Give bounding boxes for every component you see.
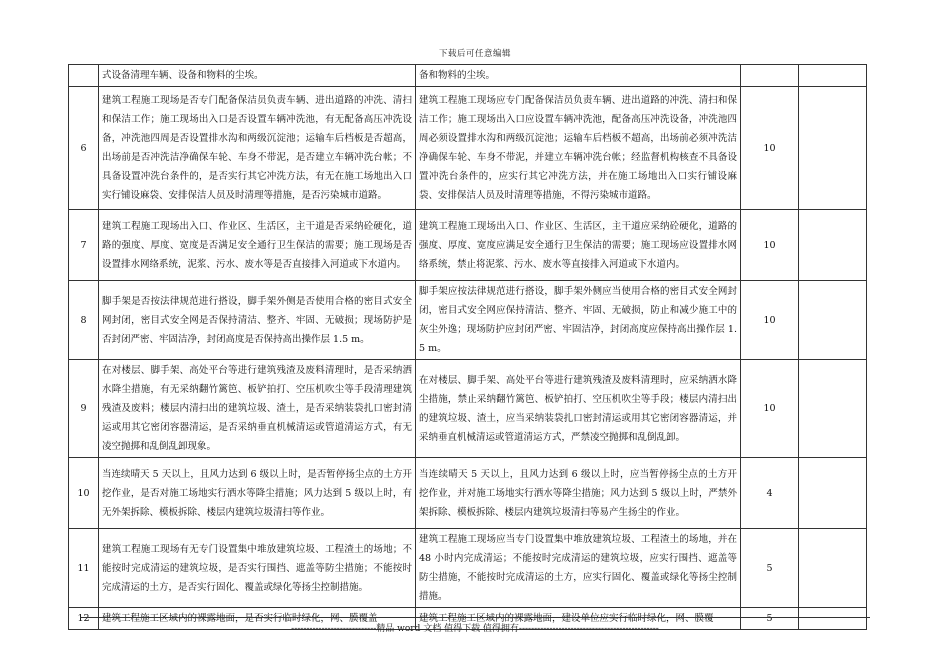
header-note: 下载后可任意编辑 [438, 49, 511, 59]
check-content: 当连续晴天 5 天以上，且风力达到 6 级以上时，是否暂停扬尘点的土方开挖作业，是否对施工场地实行洒水等降尘措施；风力达到 5 级以上时，有无外架拆除、模板拆除、楼层内建筑垃圾清扫等作业。 [99, 458, 416, 529]
check-content: 建筑工程施工现场有无专门设置集中堆放建筑垃圾、工程渣土的场地；不能按时完成清运的建筑垃圾，是否实行围挡、遮盖等防尘措施；不能按时完成清运的土方，是否实行固化、覆盖或绿化等扬尘控制措施。 [99, 529, 416, 608]
deduction-cell [799, 529, 867, 608]
requirement-content: 备和物料的尘埃。 [416, 65, 741, 87]
row-number: 12 [69, 608, 99, 630]
check-content: 建筑工程施工现场出入口、作业区、生活区，主干道是否采纳砼硬化，道路的强度、厚度、宽度是否满足安全通行卫生保洁的需要；施工现场是否设置排水网络系统，泥浆、污水、废水等是否直接排入河道或下水道内。 [99, 210, 416, 281]
requirement-content: 在对楼层、脚手架、高处平台等进行建筑残渣及废料清理时，应采纳洒水降尘措施，禁止采纳翻竹篱笆、板铲拍打、空压机吹尘等手段；楼层内清扫出的建筑垃圾、渣土，应当采纳装袋扎口密封清运或用其它密闭容器清运，并采纳垂直机械清运或管道清运方式，严禁凌空抛掷和乱倒乱卸。 [416, 360, 741, 458]
score-cell: 5 [741, 608, 799, 630]
deduction-cell [799, 458, 867, 529]
row-number: 7 [69, 210, 99, 281]
score-cell: 10 [741, 360, 799, 458]
table-row [69, 210, 867, 281]
requirement-content: 建筑工程施工现场应专门配备保洁员负责车辆、进出道路的冲洗、清扫和保洁工作；施工现场出入口应设置车辆冲洗池，配备高压冲洗设备，冲洗池四周必须设置排水沟和两级沉淀池；运输车后档板不超高，出场前必须冲洗洁净确保车轮、车身不带泥，并建立车辆冲洗台帐；经监督机构核查不具备设置冲洗台条件的，应实行其它冲洗方法，并在施工场地出入口实行铺设麻袋、安排保洁人员及时清理等措施，不得污染城市道路。 [416, 87, 741, 210]
requirement-content: 建筑工程施工区域内的裸露地面，建设单位应实行临时绿化，网、膜覆 [416, 608, 741, 630]
check-content: 脚手架是否按法律规范进行搭设，脚手架外侧是否使用合格的密目式安全网封闭，密目式安全网是否保持清洁、整齐、牢固、无破损；现场防护是否封闭严密、牢固洁净，封闭高度是否保持高出操作层 1.5 m。 [99, 281, 416, 360]
table-row [69, 360, 867, 458]
table-row [69, 529, 867, 608]
requirement-content: 建筑工程施工现场应当专门设置集中堆放建筑垃圾、工程渣土的场地，并在 48 小时内完成清运；不能按时完成清运的建筑垃圾，应实行围挡、遮盖等防尘措施，不能按时完成清运的土方，应实行固化、覆盖或绿化等扬尘控制措施。 [416, 529, 741, 608]
check-content: 建筑工程施工区域内的裸露地面，是否实行临时绿化，网、膜覆盖 [99, 608, 416, 630]
table-row [69, 458, 867, 529]
row-number: 11 [69, 529, 99, 608]
row-number: 6 [69, 87, 99, 210]
inspection-table [68, 64, 867, 630]
deduction-cell [799, 360, 867, 458]
deduction-cell [799, 210, 867, 281]
deduction-cell [799, 65, 867, 87]
requirement-content: 建筑工程施工现场出入口、作业区、生活区，主干道应采纳砼硬化，道路的强度、厚度、宽度应满足安全通行卫生保洁的需要；施工现场应设置排水网络系统，禁止将泥浆、污水、废水等直接排入河道或下水道内。 [416, 210, 741, 281]
score-cell: 10 [741, 87, 799, 210]
footer-note: ----------------------------精品 word 文档 值得下载 值得拥有---------------------------------------------- [291, 624, 659, 634]
score-cell: 10 [741, 210, 799, 281]
row-number: 9 [69, 360, 99, 458]
score-cell: 10 [741, 281, 799, 360]
check-content: 在对楼层、脚手架、高处平台等进行建筑残渣及废料清理时，是否采纳洒水降尘措施，有无采纳翻竹篱笆、板铲拍打、空压机吹尘等手段清理建筑残渣及废料；楼层内清扫出的建筑垃圾、渣土，是否采纳装袋扎口密封清运或用其它密闭容器清运，是否采纳垂直机械清运或管道清运方式，有无凌空抛掷和乱倒乱卸现象。 [99, 360, 416, 458]
score-cell: 5 [741, 529, 799, 608]
check-content: 式设备清理车辆、设备和物料的尘埃。 [99, 65, 416, 87]
row-number: 8 [69, 281, 99, 360]
deduction-cell [799, 281, 867, 360]
table-row [69, 87, 867, 210]
row-number [69, 65, 99, 87]
deduction-cell [799, 87, 867, 210]
requirement-content: 当连续晴天 5 天以上，且风力达到 6 级以上时，应当暂停扬尘点的土方开挖作业，并对施工场地实行洒水等降尘措施；风力达到 5 级以上时，严禁外架拆除、模板拆除、楼层内建筑垃圾清扫等易产生扬尘的作业。 [416, 458, 741, 529]
score-cell: 4 [741, 458, 799, 529]
row-number: 10 [69, 458, 99, 529]
score-cell [741, 65, 799, 87]
table-row [69, 281, 867, 360]
table-row [69, 65, 867, 87]
requirement-content: 脚手架应按法律规范进行搭设，脚手架外侧应当使用合格的密目式安全网封闭，密目式安全网应保持清洁、整齐、牢固、无破损，防止和减少施工中的灰尘外逸；现场防护应封闭严密、牢固洁净，封闭高度应保持高出操作层 1.5 m。 [416, 281, 741, 360]
footer-divider [80, 617, 870, 618]
check-content: 建筑工程施工现场是否专门配备保洁员负责车辆、进出道路的冲洗、清扫和保洁工作；施工现场出入口是否设置车辆冲洗池，有无配备高压冲洗设备，冲洗池四周是否设置排水沟和两级沉淀池；运输车后档板是否超高，出场前是否冲洗洁净确保车轮、车身不带泥，是否建立车辆冲洗台帐；不具备设置冲洗台条件的，是否实行其它冲洗方法，有无在施工场地出入口实行铺设麻袋、安排保洁人员及时清理等措施，是否污染城市道路。 [99, 87, 416, 210]
